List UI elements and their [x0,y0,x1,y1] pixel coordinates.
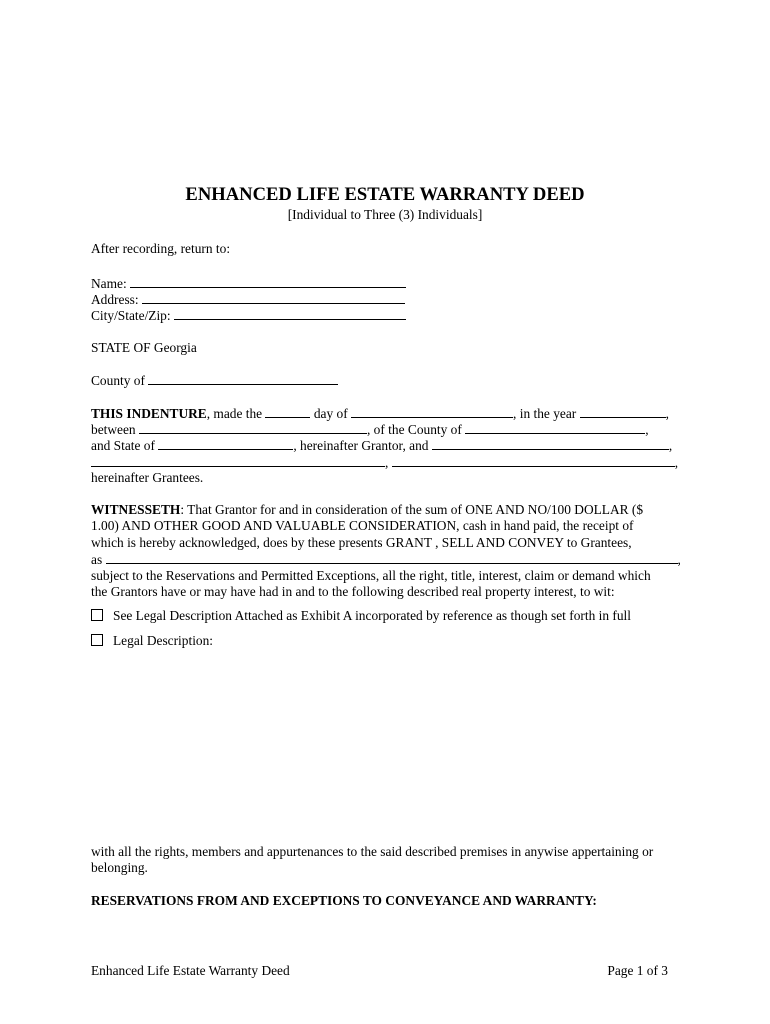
estate-field[interactable] [106,551,678,564]
page-number: Page 1 of 3 [607,963,668,978]
state-line: STATE OF Georgia [91,340,197,355]
witnesseth-text-1: : That Grantor for and in consideration of the sum of ONE AND NO/100 DOLLAR ($ [180,502,644,517]
exhibit-a-label: See Legal Description Attached as Exhibit A incorporated by reference as though set forth in full [113,608,631,623]
address-label: Address: [91,292,139,307]
city-row [91,307,406,325]
comma-text: , [674,455,679,470]
grantee-1-field[interactable] [432,437,669,450]
indenture-line-1 [91,405,669,423]
indenture-line-3 [91,437,672,455]
day-of-text: day of [313,406,348,421]
comma-text: , [677,552,681,567]
address-field[interactable] [142,291,405,304]
grantor-name-field[interactable] [139,421,367,434]
month-field[interactable] [351,405,513,418]
name-field[interactable] [130,275,406,288]
rights-line-1: with all the rights, members and appurtenances to the said described premises in anywise appertaining or [91,844,654,859]
made-the-text: , made the [206,406,263,421]
exhibit-a-checkbox[interactable] [91,609,103,621]
name-label: Name: [91,276,127,291]
document-subtitle: [Individual to Three (3) Individuals] [287,207,483,222]
rights-line-2: belonging. [91,860,148,875]
hereinafter-grantees: hereinafter Grantees. [91,470,204,485]
of-the-county-text: , of the County of [366,422,462,437]
witnesseth-line-6: the Grantors have or may have had in and to the following described real property interest, to wit: [91,584,615,599]
legal-description-checkbox[interactable] [91,634,103,646]
grantor-county-field[interactable] [465,421,645,434]
witnesseth-line-1 [91,502,643,519]
reservations-heading: RESERVATIONS FROM AND EXCEPTIONS TO CONVEYANCE AND WARRANTY: [91,893,597,908]
day-field[interactable] [265,405,310,418]
witnesseth-label: WITNESSETH [91,502,181,517]
witnesseth-line-3: which is hereby acknowledged, does by these presents GRANT , SELL AND CONVEY to Grantees, [91,535,632,550]
hereinafter-grantor-text: , hereinafter Grantor, and [293,438,429,453]
grantee-2-field[interactable] [91,454,385,467]
comma-text: , [668,438,673,453]
city-state-zip-field[interactable] [174,307,406,320]
as-text: as [91,552,103,567]
comma-text: , [385,455,389,470]
witnesseth-line-4 [91,551,681,569]
this-indenture-label: THIS INDENTURE [91,406,207,421]
witnesseth-line-5: subject to the Reservations and Permitted Exceptions, all the right, title, interest, claim or demand which [91,568,651,583]
county-row [91,372,338,390]
grantor-state-field[interactable] [158,437,293,450]
legal-description-label: Legal Description: [113,633,214,648]
return-to-label: After recording, return to: [91,241,231,256]
indenture-line-2 [91,421,649,439]
comma-text: , [665,406,669,421]
indenture-line-4 [91,454,678,472]
grantee-3-field[interactable] [392,454,675,467]
year-field[interactable] [580,405,666,418]
witnesseth-line-2: 1.00) AND OTHER GOOD AND VALUABLE CONSIDERATION, cash in hand paid, the receipt of [91,518,634,533]
footer-title: Enhanced Life Estate Warranty Deed [91,963,290,978]
address-row [91,291,405,309]
and-state-of-text: and State of [91,438,155,453]
in-the-year-text: , in the year [513,406,577,421]
city-state-zip-label: City/State/Zip: [91,308,171,323]
comma-text: , [645,422,649,437]
between-text: between [91,422,136,437]
county-field[interactable] [148,372,338,385]
name-row [91,275,406,293]
county-label: County of [91,373,145,388]
document-title: ENHANCED LIFE ESTATE WARRANTY DEED [185,184,585,205]
